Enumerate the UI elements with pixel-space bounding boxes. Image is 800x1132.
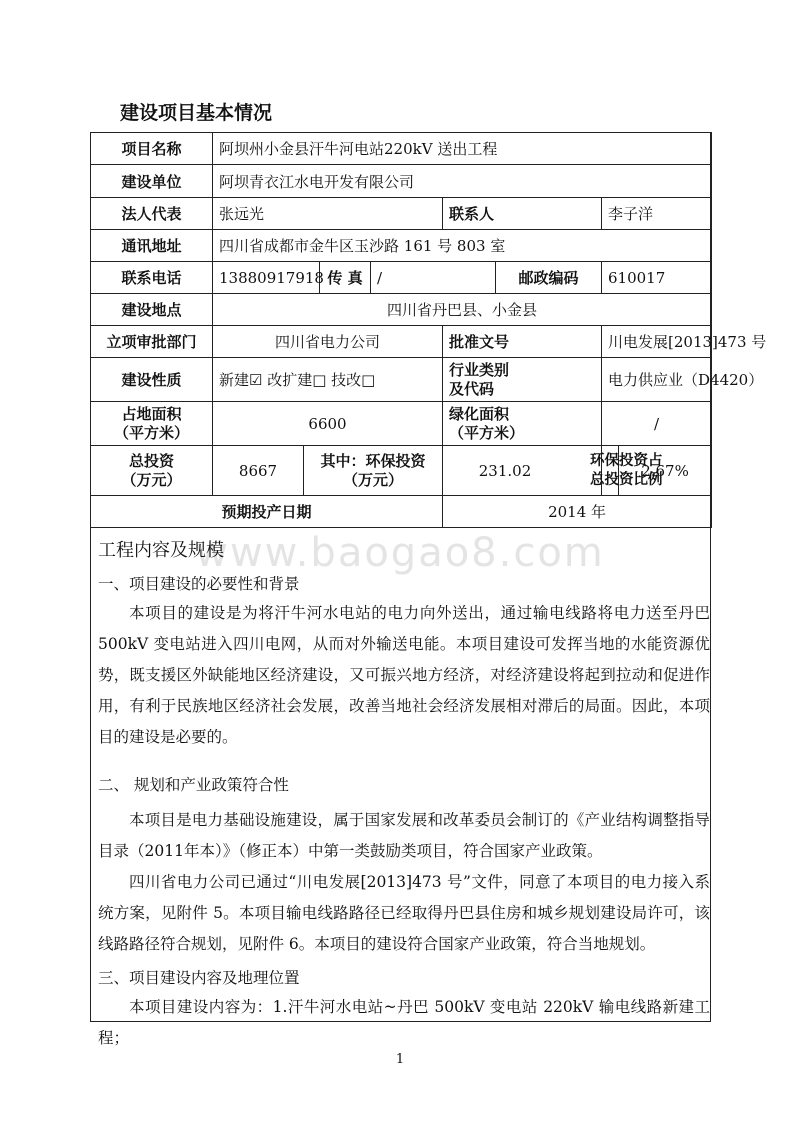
page-number: 1 bbox=[395, 1052, 405, 1067]
row-address bbox=[91, 230, 712, 262]
row-investment bbox=[91, 446, 712, 496]
row-area bbox=[91, 402, 712, 446]
operation-date-value: 2014 年 bbox=[443, 496, 712, 528]
green-value: / bbox=[602, 402, 712, 446]
row-nature bbox=[91, 358, 712, 402]
row-builder bbox=[91, 165, 712, 198]
content-heading: 工程内容及规模 bbox=[98, 540, 224, 561]
phone-value: 13880917918 bbox=[213, 262, 320, 294]
green-label-line2: （平方米） bbox=[449, 423, 525, 442]
fax-label: 传 真 bbox=[320, 262, 371, 294]
project-name-value: 阿坝州小金县汗牛河电站220kV 送出工程 bbox=[213, 133, 712, 165]
invest-label bbox=[91, 446, 213, 496]
builder-value: 阿坝青衣江水电开发有限公司 bbox=[213, 165, 712, 198]
env-ratio-value: 2.67% bbox=[619, 446, 712, 496]
area-value: 6600 bbox=[213, 402, 443, 446]
project-name-label: 项目名称 bbox=[91, 133, 213, 165]
row-legal-rep bbox=[91, 198, 712, 230]
area-label-line2: （平方米） bbox=[113, 423, 189, 442]
address-value: 四川省成都市金牛区玉沙路 161 号 803 室 bbox=[213, 230, 712, 262]
section-3-paragraph: 本项目建设内容为：1.汗牛河水电站~丹巴 500kV 变电站 220kV 输电线路新建工程； bbox=[98, 998, 710, 1047]
nature-value: 新建☑ 改扩建□ 技改□ bbox=[213, 358, 443, 402]
postcode-value: 610017 bbox=[602, 262, 712, 294]
document-title: 建设项目基本情况 bbox=[120, 102, 273, 124]
industry-label bbox=[443, 358, 602, 402]
invest-label-line1: 总投资 bbox=[128, 451, 174, 470]
row-operation-date bbox=[91, 496, 712, 528]
approval-no-value: 川电发展[2013]473 号 bbox=[602, 326, 712, 358]
section-3-title: 三、项目建设内容及地理位置 bbox=[98, 969, 300, 987]
location-value: 四川省丹巴县、小金县 bbox=[213, 294, 712, 326]
legal-rep-value: 张远光 bbox=[213, 198, 443, 230]
industry-value: 电力供应业（D4420） bbox=[602, 358, 712, 402]
postcode-label: 邮政编码 bbox=[496, 262, 602, 294]
project-info-table bbox=[90, 132, 767, 528]
invest-value: 8667 bbox=[213, 446, 304, 496]
env-invest-label-line1: 其中：环保投资 bbox=[320, 451, 426, 470]
builder-label: 建设单位 bbox=[91, 165, 213, 198]
row-phone bbox=[91, 262, 712, 294]
approval-no-label: 批准文号 bbox=[443, 326, 602, 358]
phone-label: 联系电话 bbox=[91, 262, 213, 294]
legal-rep-label: 法人代表 bbox=[91, 198, 213, 230]
address-label: 通讯地址 bbox=[91, 230, 213, 262]
nature-label: 建设性质 bbox=[91, 358, 213, 402]
area-label bbox=[91, 402, 213, 446]
invest-label-line2: （万元） bbox=[121, 470, 182, 489]
env-invest-value: 231.02 bbox=[443, 446, 602, 496]
green-label-line1: 绿化面积 bbox=[449, 404, 510, 423]
env-invest-label bbox=[304, 446, 443, 496]
area-label-line1: 占地面积 bbox=[121, 404, 182, 423]
section-2-paragraph-1: 本项目是电力基础设施建设，属于国家发展和改革委员会制订的《产业结构调整指导目录（2011年本）》（修正本）中第一类鼓励类项目，符合国家产业政策。 bbox=[98, 811, 710, 860]
section-2-title: 二、 规划和产业政策符合性 bbox=[98, 776, 289, 794]
approval-dept-value: 四川省电力公司 bbox=[213, 326, 443, 358]
project-content bbox=[98, 536, 710, 1054]
env-ratio-label-line1: 环保投资占 bbox=[590, 452, 663, 469]
section-1-paragraph: 本项目的建设是为将汗牛河水电站的电力向外送出，通过输电线路将电力送至丹巴 500kV 变电站进入四川电网，从而对外输送电能。本项目建设可发挥当地的水能资源优势，既支援区外缺能地区经济建设，又可振兴地方经济，对经济建设将起到拉动和促进作用，有利于民族地区经济社会发展，改善当地社会经济发展相对滞后的局面。因此，本项目的建设是必要的。 bbox=[98, 604, 710, 746]
section-1-title: 一、项目建设的必要性和背景 bbox=[98, 575, 300, 593]
env-ratio-label bbox=[588, 446, 663, 496]
industry-label-line1: 行业类别 bbox=[449, 360, 510, 379]
env-invest-label-line2: （万元） bbox=[342, 470, 403, 489]
env-ratio-label-line2: 总投资比例 bbox=[590, 471, 663, 488]
contact-label: 联系人 bbox=[443, 198, 602, 230]
row-project-name bbox=[91, 133, 712, 165]
fax-value: / bbox=[371, 262, 496, 294]
row-location bbox=[91, 294, 712, 326]
section-2-paragraph-2: 四川省电力公司已通过“川电发展[2013]473 号”文件，同意了本项目的电力接入系统方案，见附件 5。本项目输电线路路径已经取得丹巴县住房和城乡规划建设局许可，该线路路径符合规划，见附件 6。本项目的建设符合国家产业政策，符合当地规划。 bbox=[98, 873, 710, 953]
operation-date-label: 预期投产日期 bbox=[91, 496, 443, 528]
row-approval bbox=[91, 326, 712, 358]
industry-label-line2: 及代码 bbox=[449, 379, 495, 398]
contact-value: 李子洋 bbox=[602, 198, 712, 230]
watermark-text: www.baogao8.com bbox=[195, 530, 605, 576]
approval-dept-label: 立项审批部门 bbox=[91, 326, 213, 358]
green-label bbox=[443, 402, 602, 446]
location-label: 建设地点 bbox=[91, 294, 213, 326]
